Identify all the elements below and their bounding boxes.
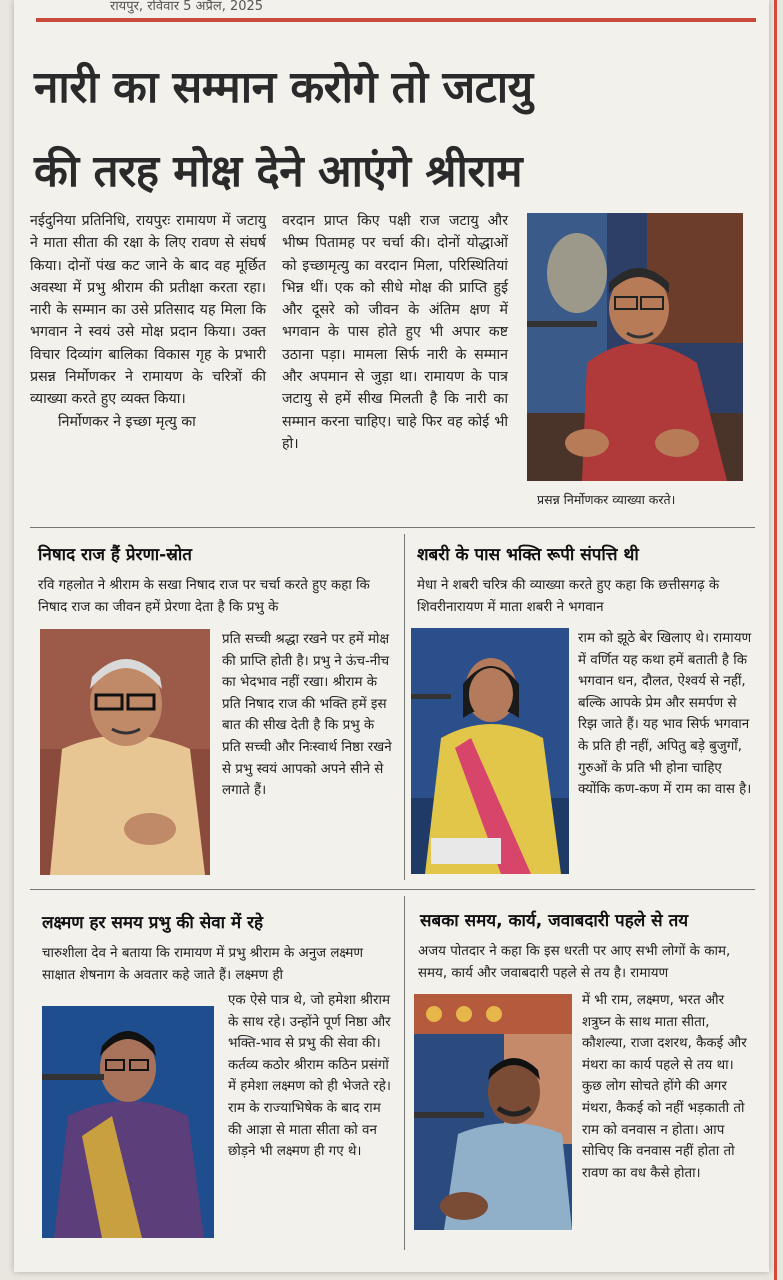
- section-2-photo: [411, 628, 569, 874]
- section-4-body: में भी राम, लक्ष्मण, भरत और शत्रुघ्न के साथ माता सीता, कौशल्या, राजा दशरथ, कैकई और मंथरा का कार्य पहले से तय था। कुछ लोग सोचते होंगे की अगर मंथरा, कैकई को नहीं भड़काती तो राम को वनवास न होता। आप सोचिए कि वनवास नहीं होता तो रावण का वध कैसे होता।: [582, 993, 747, 1181]
- section-2-heading: शबरी के पास भक्ति रूपी संपत्ति थी: [417, 545, 639, 565]
- section-1-intro: रवि गहलोत ने श्रीराम के सखा निषाद राज पर चर्चा करते हुए कहा कि निषाद राज का जीवन हमें प्रेरणा देता है कि प्रभु के: [38, 578, 370, 615]
- lead-photo-caption: प्रसन्न निर्मोणकर व्याख्या करते।: [537, 492, 676, 507]
- section-3-intro: चारुशीला देव ने बताया कि रामायण में प्रभु श्रीराम के अनुज लक्ष्मण साक्षात शेषनाग के अवतार कहे जाते हैं। लक्ष्मण ही: [42, 946, 364, 983]
- section-3-body: एक ऐसे पात्र थे, जो हमेशा श्रीराम के साथ रहे। उन्होंने पूर्ण निष्ठा और भक्ति-भाव से प्रभु की सेवा की। कर्तव्य कठोर श्रीराम कठिन प्रसंगों में हमेशा लक्ष्मण को ही भेजते रहे। राम के राज्याभिषेक के बाद राम की आज्ञा से माता सीता को वन छोड़ने भी लक्ष्मण ही गए थे।: [228, 993, 391, 1160]
- dateline: रायपुर, रविवार 5 अप्रैल, 2025: [110, 0, 264, 14]
- top-rule: [36, 18, 756, 22]
- lead-column-2: वरदान प्राप्त किए पक्षी राज जटायु और भीष्म पितामह पर चर्चा की। दोनों योद्धाओं को इच्छामृत्यु का वरदान मिला, परिस्थितियां भिन्न थीं। एक को सीधे मोक्ष की प्राप्ति हुई और दूसरे को जीवन के अंतिम क्षण में भगवान के पास होते हुए भी अपार कष्ट उठाना पड़ा। मामला सिर्फ नारी के सम्मान और अपमान से जुड़ा था। रामायण के पात्र जटायु से हमें सीख मिलती है कि नारी का सम्मान करना चाहिए। चाहे फिर वह कोई भी हो।: [282, 213, 508, 452]
- headline: [34, 46, 759, 214]
- divider-horizontal-1: [30, 527, 755, 528]
- lead-photo: [527, 213, 743, 481]
- headline-line-1: नारी का सम्मान करोगे तो जटायु: [34, 62, 533, 113]
- section-1-photo: [40, 629, 210, 875]
- page-edge-red-line: [774, 0, 777, 1280]
- section-4-photo: [414, 994, 572, 1230]
- section-3-heading: लक्ष्मण हर समय प्रभु की सेवा में रहे: [42, 913, 264, 933]
- section-1-heading: निषाद राज हैं प्रेरणा-स्रोत: [38, 545, 192, 565]
- headline-line-2: की तरह मोक्ष देने आएंगे श्रीराम: [34, 146, 523, 197]
- section-3-photo: [42, 1006, 214, 1238]
- section-2-body: राम को झूठे बेर खिलाए थे। रामायण में वर्णित यह कथा हमें बताती है कि भगवान धन, दौलत, ऐश्वर्य से नहीं, बल्कि आपके प्रेम और समर्पण से रिझ जाते हैं। यह भाव सिर्फ भगवान के प्रति ही नहीं, अपितु बड़े बुजुर्गों, गुरुओं के प्रति भी होना चाहिए क्योंकि कण-कण में राम का वास है।: [578, 631, 752, 798]
- divider-horizontal-2: [30, 889, 755, 890]
- section-2-intro: मेधा ने शबरी चरित्र की व्याख्या करते हुए कहा कि छत्तीसगढ़ के शिवरीनारायण में माता शबरी ने भगवान: [417, 578, 720, 615]
- section-4-intro: अजय पोतदार ने कहा कि इस धरती पर आए सभी लोगों के काम, समय, कार्य और जवाबदारी पहले से तय है। रामायण: [418, 944, 731, 981]
- lead-column-1: [30, 210, 266, 433]
- divider-vertical-1: [404, 534, 405, 880]
- section-4-heading: सबका समय, कार्य, जवाबदारी पहले से तय: [420, 911, 689, 931]
- section-1-body: प्रति सच्ची श्रद्धा रखने पर हमें मोक्ष की प्राप्ति होती है। प्रभु ने ऊंच-नीच का भेदभाव नहीं रखा। श्रीराम के प्रति निषाद राज की भक्ति हमें इस बात की सीख देती है कि प्रभु के प्रति सच्ची और निःस्वार्थ निष्ठा रखने से प्रभु स्वयं आपको अपने सीने से लगाते हैं।: [222, 632, 392, 799]
- lead-column-1-text: नईदुनिया प्रतिनिधि, रायपुरः रामायण में जटायु ने माता सीता की रक्षा के लिए रावण से संघर्ष किया। दोनों पंख कट जाने के बाद वह मूर्छित अवस्था में प्रभु श्रीराम की प्रतीक्षा करता रहा। नारी के सम्मान का उसे प्रतिसाद यह मिला कि भगवान ने स्वयं उसे मोक्ष प्रदान किया। उक्त विचार दिव्यांग बालिका विकास गृह के प्रभारी प्रसन्न निर्मोणकर ने रामायण के चरित्रों की व्याख्या करते हुए व्यक्त किया।: [30, 213, 266, 408]
- lead-column-1-continued: निर्मोणकर ने इच्छा मृत्यु का: [58, 413, 196, 430]
- divider-vertical-2: [404, 896, 405, 1250]
